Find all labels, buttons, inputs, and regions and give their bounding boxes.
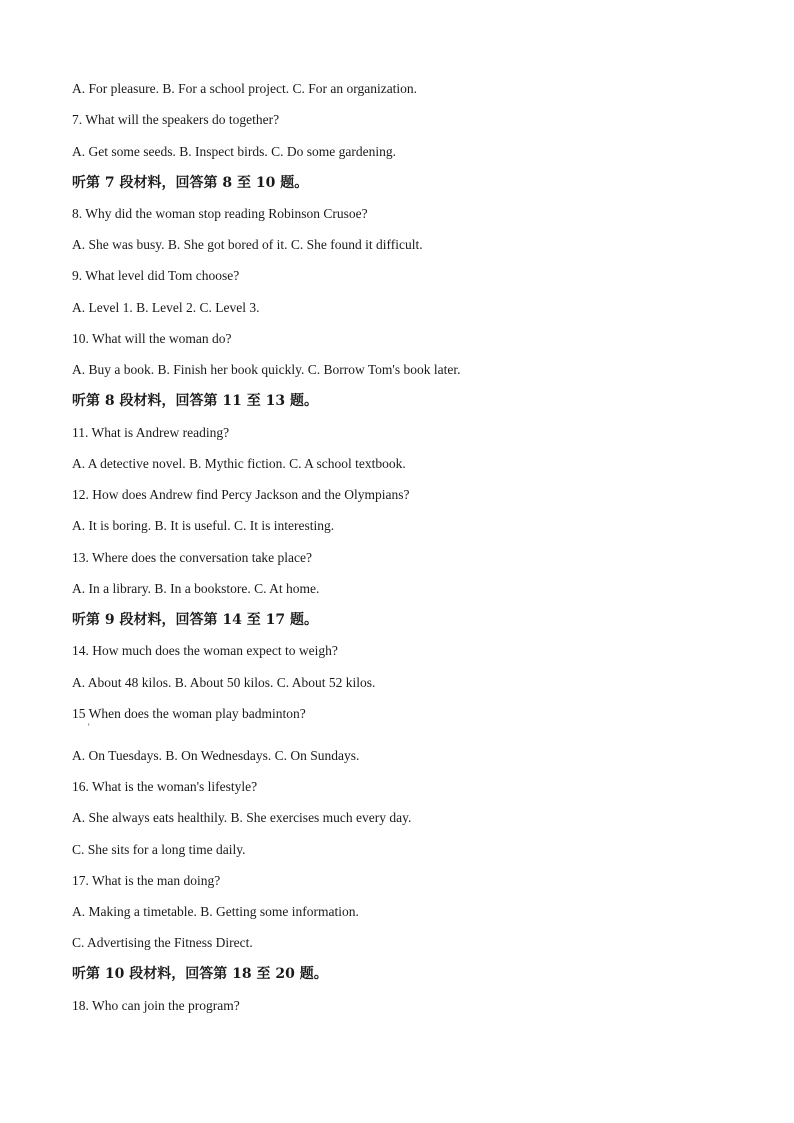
section-heading: 听第 10 段材料，回答第 18 至 20 题。 [72,966,328,982]
options-line: A. She always eats healthily. B. She exercises much every day. [72,810,412,825]
question-17: 17. What is the man doing? [72,873,221,888]
options-line: C. Advertising the Fitness Direct. [72,935,253,950]
options-line: C. She sits for a long time daily. [72,842,246,857]
options-line: A. A detective novel. B. Mythic fiction. C. A school textbook. [72,456,406,471]
question-18: 18. Who can join the program? [72,998,240,1013]
section-heading: 听第 9 段材料，回答第 14 至 17 题。 [72,612,318,628]
question-7: 7. What will the speakers do together? [72,112,280,127]
options-line: A. For pleasure. B. For a school project. C. For an organization. [72,81,418,96]
options-line: A. In a library. B. In a bookstore. C. At home. [72,581,320,596]
stray-mark: ' [88,722,90,732]
options-line: A. It is boring. B. It is useful. C. It is interesting. [72,518,335,533]
options-line: A. Buy a book. B. Finish her book quickly. C. Borrow Tom's book later. [72,362,461,377]
options-line: A. Get some seeds. B. Inspect birds. C. Do some gardening. [72,144,396,159]
section-heading: 听第 7 段材料，回答第 8 至 10 题。 [72,175,309,191]
options-line: A. She was busy. B. She got bored of it. C. She found it difficult. [72,237,423,252]
question-15: 15 When does the woman play badminton? [72,706,306,721]
question-9: 9. What level did Tom choose? [72,268,240,283]
options-line: A. Level 1. B. Level 2. C. Level 3. [72,300,260,315]
section-heading: 听第 8 段材料，回答第 11 至 13 题。 [72,393,318,409]
options-line: A. Making a timetable. B. Getting some information. [72,904,359,919]
question-11: 11. What is Andrew reading? [72,425,230,440]
options-line: A. On Tuesdays. B. On Wednesdays. C. On Sundays. [72,748,360,763]
question-16: 16. What is the woman's lifestyle? [72,779,258,794]
question-8: 8. Why did the woman stop reading Robinson Crusoe? [72,206,368,221]
question-10: 10. What will the woman do? [72,331,232,346]
question-14: 14. How much does the woman expect to weigh? [72,643,338,658]
question-12: 12. How does Andrew find Percy Jackson and the Olympians? [72,487,410,502]
question-13: 13. Where does the conversation take place? [72,550,313,565]
options-line: A. About 48 kilos. B. About 50 kilos. C. About 52 kilos. [72,675,376,690]
